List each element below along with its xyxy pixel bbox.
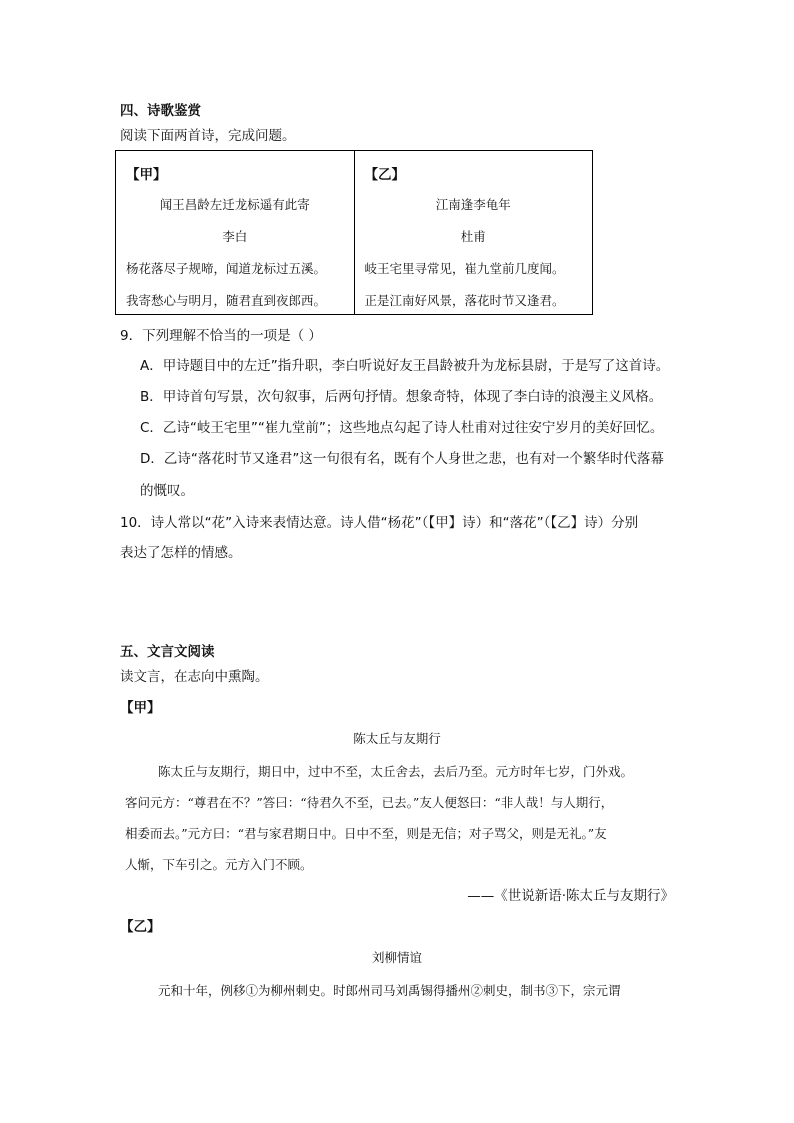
passage-jia-line-1: 陈太丘与友期行，期日中，过中不至，太丘舍去，去后乃至。元方时年七岁，门外戏。	[158, 764, 634, 779]
section-instruction-classical: 读文言，在志向中熏陶。	[120, 669, 269, 685]
poem-title-yi: 江南逢李龟年	[435, 197, 511, 212]
poem-author-yi: 杜甫	[460, 229, 486, 244]
poem-line-yi-2: 正是江南好风景，落花时节又逢君。	[364, 293, 565, 308]
poem-tag-yi: 【乙】	[364, 167, 405, 183]
question-9-option-c: C．乙诗“岐王宅里”“崔九堂前”；这些地点勾起了诗人杜甫对过往安宁岁月的美好回忆。	[140, 420, 664, 436]
poem-line-yi-1: 岐王宅里寻常见，崔九堂前几度闻。	[364, 261, 565, 276]
section-heading-poetry: 四、诗歌鉴赏	[120, 103, 201, 119]
poem-title-jia: 闻王昌龄左迁龙标遥有此寄	[159, 197, 310, 212]
passage-jia-line-3: 相委而去。”元方曰：“君与家君期日中。日中不至，则是无信；对子骂父，则是无礼。”友	[125, 826, 607, 841]
passage-yi-line-1: 元和十年，例移①为柳州刺史。时郎州司马刘禹锡得播州②刺史，制书③下，宗元谓	[158, 983, 621, 998]
poem-line-jia-1: 杨花落尽子规啼，闻道龙标过五溪。	[126, 261, 327, 276]
passage-jia-line-2: 客问元方：“尊君在不？”答曰：“待君久不至，已去。”友人便怒曰：“非人哉！与人期行，	[125, 795, 614, 810]
poem-table	[115, 150, 593, 315]
question-10-line-1: 10．诗人常以“花”入诗来表情达意。诗人借“杨花”（【甲】诗）和“落花”（【乙】诗）分别	[120, 515, 639, 531]
passage-tag-jia: 【甲】	[120, 700, 161, 716]
section-instruction-poetry: 阅读下面两首诗，完成问题。	[120, 128, 296, 144]
poem-cell-jia	[116, 151, 354, 314]
question-9-option-d-continued: 的慨叹。	[140, 483, 194, 499]
question-9-stem: 9．下列理解不恰当的一项是（ ）	[120, 328, 322, 344]
poem-author-jia: 李白	[222, 229, 248, 244]
question-9-option-a: A．甲诗题目中的左迁”指升职，李白听说好友王昌龄被升为龙标县尉，于是写了这首诗。	[140, 358, 670, 374]
question-9-option-b: B．甲诗首句写景，次句叙事，后两句抒情。想象奇特，体现了李白诗的浪漫主义风格。	[140, 389, 663, 405]
passage-title-yi: 刘柳情谊	[371, 950, 422, 965]
poem-line-jia-2: 我寄愁心与明月，随君直到夜郎西。	[126, 293, 327, 308]
passage-tag-yi: 【乙】	[120, 919, 161, 935]
poem-cell-yi	[354, 151, 593, 314]
passage-jia-line-4: 人惭，下车引之。元方入门不顾。	[125, 857, 313, 872]
question-10-line-2: 表达了怎样的情感。	[120, 545, 242, 561]
poem-tag-jia: 【甲】	[126, 167, 167, 183]
passage-title-jia: 陈太丘与友期行	[353, 731, 441, 746]
passage-jia-source: ——《世说新语·陈太丘与友期行》	[467, 888, 674, 904]
question-9-option-d: D．乙诗“落花时节又逢君”这一句很有名，既有个人身世之悲，也有对一个繁华时代落幕	[140, 451, 664, 467]
section-heading-classical: 五、文言文阅读	[120, 644, 215, 660]
